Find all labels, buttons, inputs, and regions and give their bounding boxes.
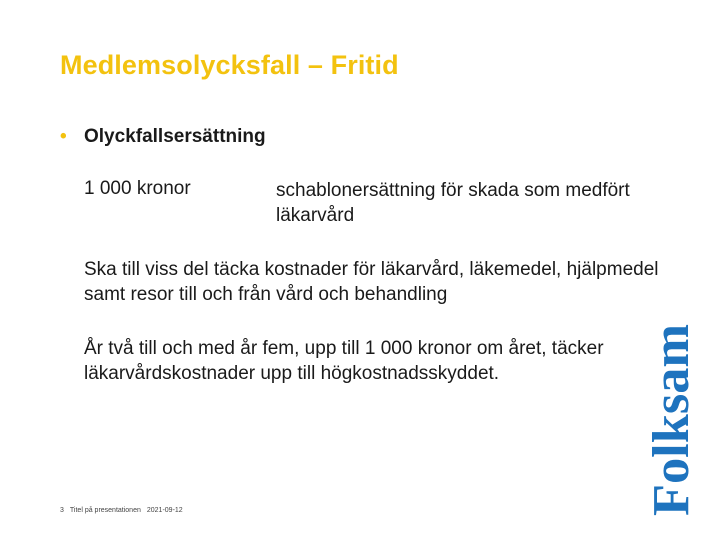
compensation-description: schablonersättning för skada som medfört läkarvård [276, 180, 630, 226]
slide-title: Medlemsolycksfall – Fritid [60, 50, 399, 80]
presentation-title: Titel på presentationen [69, 507, 141, 514]
bullet-marker: • [60, 126, 67, 147]
folksam-logo [643, 322, 700, 518]
bullet-item [60, 126, 266, 148]
folksam-logo-icon [643, 322, 700, 518]
bullet-text: Olyckfallsersättning [84, 126, 266, 147]
coverage-paragraph: Ska till viss del täcka kostnader för läkarvård, läkemedel, hjälpmedel samt resor till och från vård och behandling [84, 259, 659, 305]
page-number: 3 [60, 507, 64, 514]
footer-date: 2021-09-12 [146, 507, 183, 514]
years-paragraph: År två till och med år fem, upp till 1 000 kronor om året, täcker läkarvårdskostnader upp till högkostnadsskyddet. [84, 338, 604, 384]
slide-footer [60, 507, 189, 514]
svg-text:Folksam: Folksam [643, 325, 700, 516]
compensation-amount: 1 000 kronor [84, 178, 191, 199]
